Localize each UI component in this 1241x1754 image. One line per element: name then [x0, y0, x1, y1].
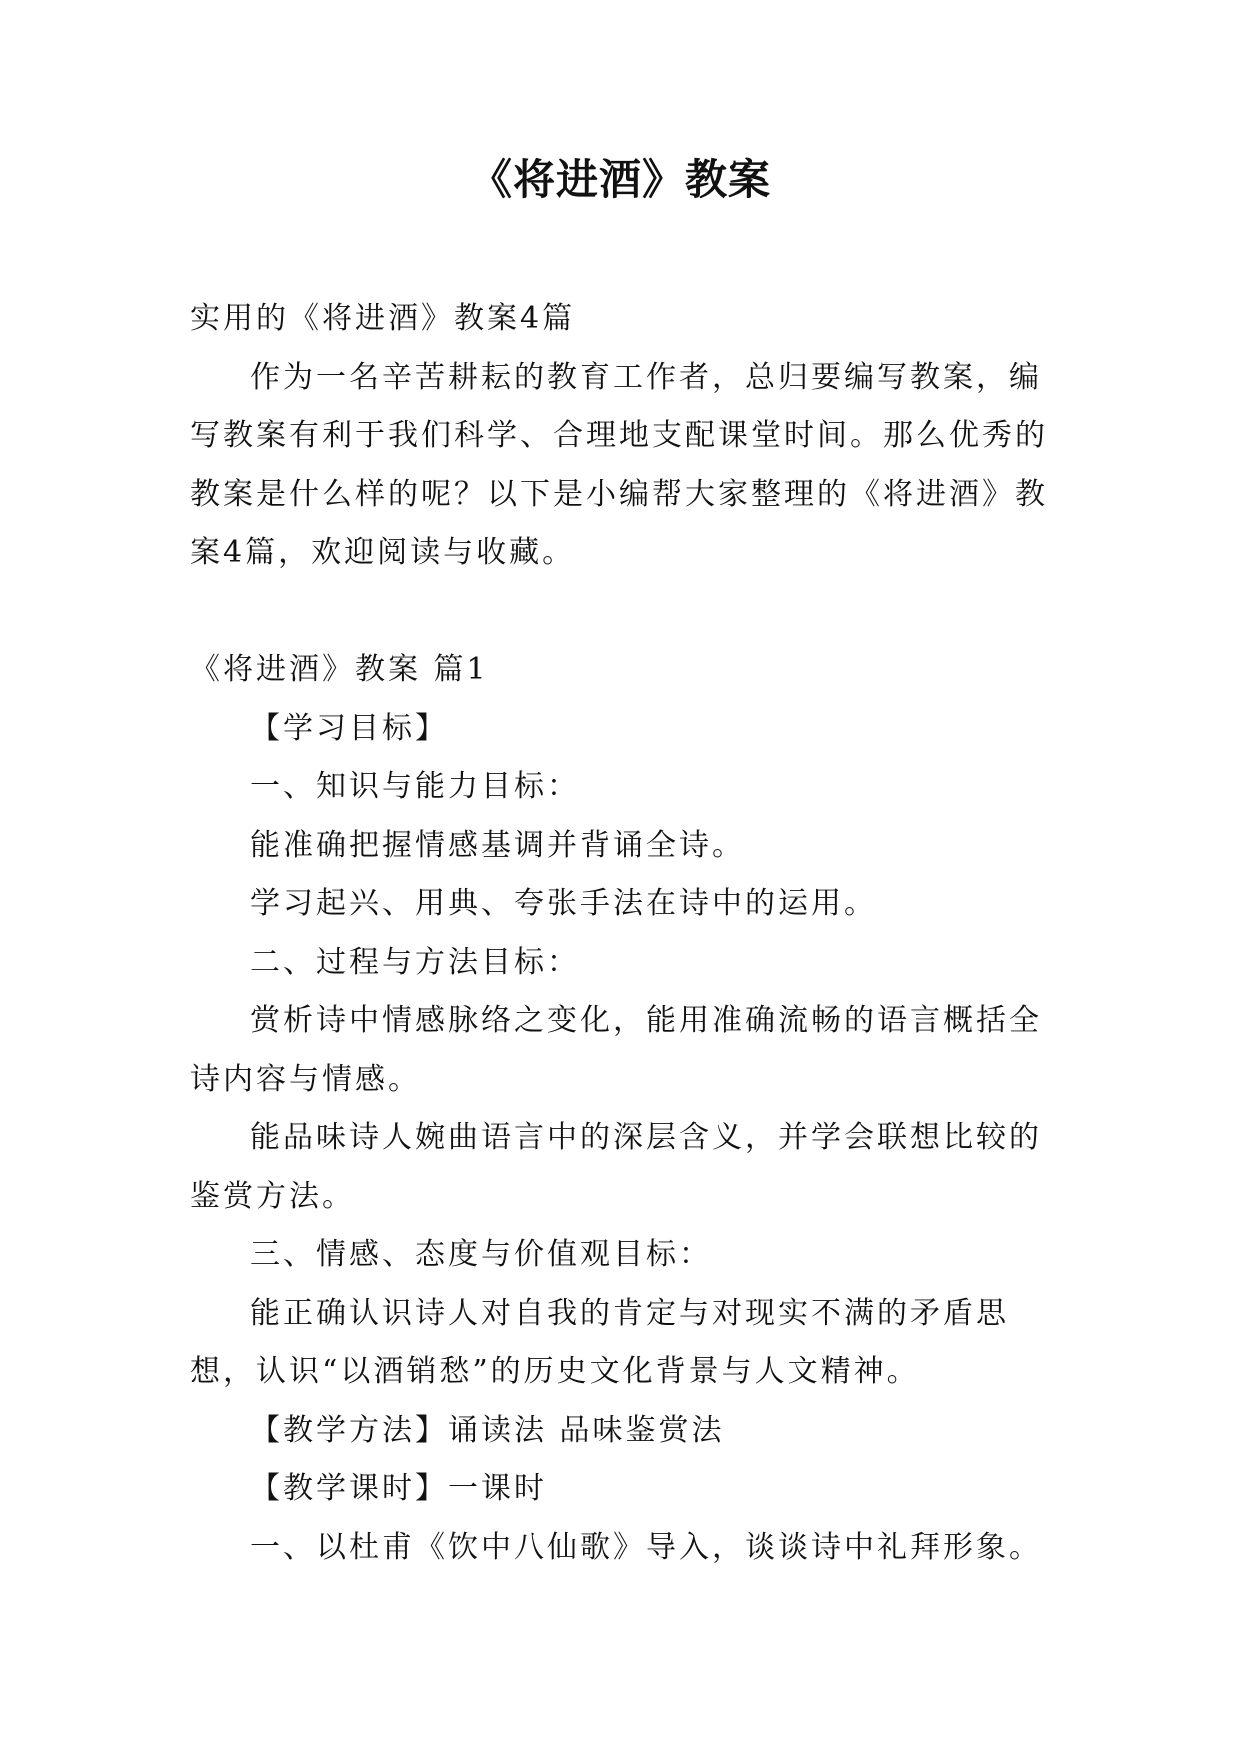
- teaching-hours: 【教学课时】一课时: [250, 1471, 547, 1506]
- goal1-heading: 一、知识与能力目标：: [250, 769, 580, 804]
- intro-paragraph: 作为一名辛苦耕耘的教育工作者，总归要编写教案，编写教案有利于我们科学、合理地支配课堂时间。那么优秀的教案是什么样的呢？以下是小编帮大家整理的《将进酒》教案4篇，欢迎阅读与收藏。: [190, 359, 1048, 570]
- goals-label: 【学习目标】: [250, 710, 448, 746]
- goal3-heading: 三、情感、态度与价值观目标：: [250, 1237, 712, 1272]
- lesson-step: 一、以杜甫《饮中八仙歌》导入，谈谈诗中礼拜形象。: [250, 1529, 1042, 1565]
- document-body: [190, 290, 1050, 1577]
- goal1-item: 能准确把握情感基调并背诵全诗。: [250, 827, 745, 863]
- goal2-item: 能品味诗人婉曲语言中的深层含义，并学会联想比较的鉴赏方法。: [190, 1120, 1042, 1214]
- goal2-item: 赏析诗中情感脉络之变化，能用准确流畅的语言概括全诗内容与情感。: [190, 1003, 1042, 1097]
- section-heading: 《将进酒》教案 篇1: [190, 652, 489, 687]
- document-title: 《将进酒》教案: [469, 155, 771, 204]
- teaching-method: 【教学方法】诵读法 品味鉴赏法: [250, 1412, 725, 1448]
- goal1-item: 学习起兴、用典、夸张手法在诗中的运用。: [250, 886, 877, 921]
- goal2-heading: 二、过程与方法目标：: [250, 944, 580, 980]
- document-subtitle: 实用的《将进酒》教案4篇: [190, 301, 576, 336]
- goal3-item: 能正确认识诗人对自我的肯定与对现实不满的矛盾思想，认识“以酒销愁”的历史文化背景与人文精神。: [190, 1295, 1009, 1389]
- paragraph-spacer: [190, 583, 1050, 642]
